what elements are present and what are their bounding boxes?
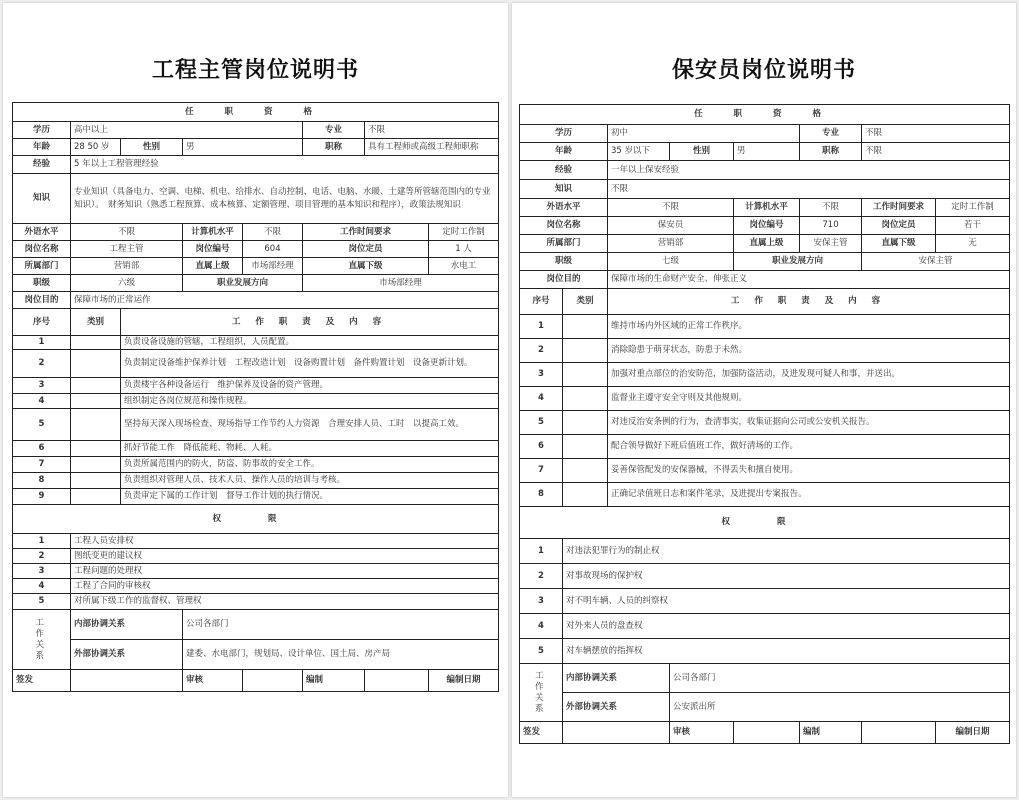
authority-text: 工程了合同的审核权 bbox=[71, 579, 499, 594]
value-computer: 不限 bbox=[800, 199, 862, 217]
label-headcount: 岗位定员 bbox=[303, 241, 429, 258]
issued-by-field bbox=[71, 670, 183, 692]
value-title: 具有工程师或高级工程师职称 bbox=[365, 139, 499, 156]
header-category: 类别 bbox=[71, 309, 121, 336]
duty-text: 监督业主遵守安全守则及其他规则。 bbox=[608, 387, 1010, 411]
label-prepared-by: 编制 bbox=[303, 670, 365, 692]
label-work-time: 工作时间要求 bbox=[862, 199, 936, 217]
reviewed-by-field bbox=[734, 722, 800, 744]
label-work-relations: 工作关系 bbox=[535, 670, 544, 714]
value-work-time: 定时工作制 bbox=[936, 199, 1010, 217]
value-gender: 男 bbox=[734, 143, 800, 161]
label-age: 年龄 bbox=[520, 143, 608, 161]
value-experience: 一年以上保安经验 bbox=[608, 161, 1010, 180]
value-major: 不限 bbox=[862, 125, 1010, 143]
value-purpose: 保障市场的正常运作 bbox=[71, 292, 499, 309]
label-rank: 职级 bbox=[13, 275, 71, 292]
value-purpose: 保障市场的生命财产安全、伸张正义 bbox=[608, 271, 1010, 289]
authority-text: 对违法犯罪行为的制止权 bbox=[563, 539, 1010, 564]
duty-text: 负责所属范围内的防火，防盗、防事故的安全工作。 bbox=[121, 457, 499, 473]
header-category: 类别 bbox=[563, 289, 608, 315]
label-work-time: 工作时间要求 bbox=[303, 224, 429, 241]
label-position-code: 岗位编号 bbox=[734, 217, 800, 235]
value-internal-relations: 公司各部门 bbox=[670, 664, 1010, 693]
value-career: 安保主管 bbox=[862, 253, 1010, 271]
authority-number: 3 bbox=[520, 589, 563, 614]
authority-number: 4 bbox=[13, 579, 71, 594]
label-title: 职称 bbox=[303, 139, 365, 156]
label-subordinate: 直属下级 bbox=[862, 235, 936, 253]
label-gender: 性别 bbox=[121, 139, 183, 156]
label-prepared-by: 编制 bbox=[800, 722, 862, 744]
authority-number: 2 bbox=[520, 564, 563, 589]
authority-text: 图纸变更的建议权 bbox=[71, 549, 499, 564]
duty-text: 负责楼宇各种设备运行 维护保养及设备的资产管理。 bbox=[121, 378, 499, 394]
value-knowledge: 不限 bbox=[608, 180, 1010, 199]
authority-text: 工程问题的处理权 bbox=[71, 564, 499, 579]
value-education: 初中 bbox=[608, 125, 800, 143]
duty-text: 组织制定各岗位规范和操作规程。 bbox=[121, 394, 499, 409]
header-number: 序号 bbox=[13, 309, 71, 336]
duty-text: 负责组织对管理人员、技术人员、操作人员的培训与考核。 bbox=[121, 473, 499, 489]
prepared-by-field bbox=[365, 670, 429, 692]
label-purpose: 岗位目的 bbox=[13, 292, 71, 309]
duty-text: 负责设备设施的管辖，工程组织，人员配置。 bbox=[121, 336, 499, 350]
duty-number: 6 bbox=[520, 435, 563, 459]
header-duties: 工 作 职 责 及 内 容 bbox=[121, 309, 499, 336]
value-position: 保安员 bbox=[608, 217, 734, 235]
label-rank: 职级 bbox=[520, 253, 608, 271]
job-description-table bbox=[519, 104, 1010, 744]
duty-text: 坚持每天深入现场检查、现场指导工作节约人力资源 合理安排人员、工时 以提高工效。 bbox=[121, 409, 499, 441]
value-superior: 市场部经理 bbox=[243, 258, 303, 275]
duty-number: 5 bbox=[13, 409, 71, 441]
label-work-relations: 工作关系 bbox=[35, 617, 45, 661]
label-prepared-date: 编制日期 bbox=[429, 670, 499, 692]
duty-number: 8 bbox=[13, 473, 71, 489]
value-rank: 六级 bbox=[71, 275, 183, 292]
value-work-time: 定时工作制 bbox=[429, 224, 499, 241]
duty-text: 负责审定下属的工作计划 督导工作计划的执行情况。 bbox=[121, 489, 499, 505]
engineering-supervisor-sheet bbox=[3, 3, 508, 797]
label-position: 岗位名称 bbox=[13, 241, 71, 258]
value-position-code: 604 bbox=[243, 241, 303, 258]
duty-number: 5 bbox=[520, 411, 563, 435]
authority-number: 5 bbox=[13, 594, 71, 610]
duty-number: 2 bbox=[13, 350, 71, 378]
value-title: 不限 bbox=[862, 143, 1010, 161]
authority-number: 1 bbox=[520, 539, 563, 564]
value-position: 工程主管 bbox=[71, 241, 183, 258]
authority-text: 对车辆摆放的指挥权 bbox=[563, 639, 1010, 664]
label-internal-relations: 内部协调关系 bbox=[563, 664, 670, 693]
label-purpose: 岗位目的 bbox=[520, 271, 608, 289]
label-position: 岗位名称 bbox=[520, 217, 608, 235]
label-position-code: 岗位编号 bbox=[183, 241, 243, 258]
value-external-relations: 公安派出所 bbox=[670, 693, 1010, 722]
value-major: 不限 bbox=[365, 122, 499, 139]
header-duties: 工 作 职 责 及 内 容 bbox=[608, 289, 1010, 315]
value-age: 35 岁以下 bbox=[608, 143, 670, 161]
label-prepared-date: 编制日期 bbox=[936, 722, 1010, 744]
label-major: 专业 bbox=[800, 125, 862, 143]
label-external-relations: 外部协调关系 bbox=[563, 693, 670, 722]
label-superior: 直属上级 bbox=[734, 235, 800, 253]
doc-title: 工程主管岗位说明书 bbox=[151, 57, 359, 83]
header-number: 序号 bbox=[520, 289, 563, 315]
label-department: 所属部门 bbox=[520, 235, 608, 253]
duty-number: 2 bbox=[520, 339, 563, 363]
label-education: 学历 bbox=[13, 122, 71, 139]
label-superior: 直属上级 bbox=[183, 258, 243, 275]
duty-text: 正确记录值班日志和案件笔录，及进提出专案报告。 bbox=[608, 483, 1010, 507]
job-description-table bbox=[12, 102, 499, 692]
value-age: 28 50 岁 bbox=[71, 139, 121, 156]
label-headcount: 岗位定员 bbox=[862, 217, 936, 235]
label-title: 职称 bbox=[800, 143, 862, 161]
label-gender: 性别 bbox=[670, 143, 734, 161]
label-career: 职业发展方向 bbox=[734, 253, 862, 271]
label-reviewed-by: 审核 bbox=[183, 670, 243, 692]
duty-text: 加强对重点部位的治安防范，加强防盗活动，及进发现可疑人和事，并送出。 bbox=[608, 363, 1010, 387]
authority-number: 5 bbox=[520, 639, 563, 664]
duty-number: 1 bbox=[13, 336, 71, 350]
value-computer: 不限 bbox=[243, 224, 303, 241]
value-language: 不限 bbox=[608, 199, 734, 217]
label-computer: 计算机水平 bbox=[734, 199, 800, 217]
value-gender: 男 bbox=[183, 139, 303, 156]
label-language: 外语水平 bbox=[13, 224, 71, 241]
authority-number: 2 bbox=[13, 549, 71, 564]
label-department: 所属部门 bbox=[13, 258, 71, 275]
duty-number: 1 bbox=[520, 315, 563, 339]
duty-text: 抓好节能工作 降低能耗、物耗、人耗。 bbox=[121, 441, 499, 457]
duty-text: 维持市场内外区域的正常工作秩序。 bbox=[608, 315, 1010, 339]
value-knowledge: 专业知识（具备电力、空调、电梯、机电、给排水、自动控制、电话、电脑、水暖、土建等所管辖范围内的专业知识）。 财务知识（熟悉工程预算、成本核算、定额管理、项目管理的基本知识和程序），政策法规知识 bbox=[71, 174, 499, 224]
value-department: 营销部 bbox=[608, 235, 734, 253]
duty-text: 负责制定设备维护保养计划 工程改造计划 设备购置计划 备件购置计划 设备更新计划。 bbox=[121, 350, 499, 378]
duty-number: 4 bbox=[520, 387, 563, 411]
section-authority: 权 限 bbox=[13, 505, 499, 534]
label-career: 职业发展方向 bbox=[183, 275, 303, 292]
value-headcount: 1 人 bbox=[429, 241, 499, 258]
authority-number: 1 bbox=[13, 534, 71, 549]
authority-text: 对事故现场的保护权 bbox=[563, 564, 1010, 589]
duty-text: 配合领导做好下班后值班工作，做好清场的工作。 bbox=[608, 435, 1010, 459]
doc-title: 保安员岗位说明书 bbox=[671, 57, 856, 83]
duty-number: 3 bbox=[520, 363, 563, 387]
section-qualifications: 任 职 资 格 bbox=[13, 103, 499, 122]
value-education: 高中以上 bbox=[71, 122, 303, 139]
prepared-by-field bbox=[862, 722, 936, 744]
section-qualifications: 任 职 资 格 bbox=[520, 105, 1010, 125]
security-guard-sheet bbox=[512, 3, 1016, 797]
value-subordinate: 无 bbox=[936, 235, 1010, 253]
authority-text: 工程人员安排权 bbox=[71, 534, 499, 549]
label-age: 年龄 bbox=[13, 139, 71, 156]
value-rank: 七级 bbox=[608, 253, 734, 271]
value-department: 营销部 bbox=[71, 258, 183, 275]
label-issued-by: 签发 bbox=[520, 722, 563, 744]
duty-text: 消除隐患于萌芽状态，防患于未然。 bbox=[608, 339, 1010, 363]
label-experience: 经验 bbox=[13, 156, 71, 174]
duty-text: 对违反治安条例的行为，查清事实，收集证据向公司或公安机关报告。 bbox=[608, 411, 1010, 435]
value-position-code: 710 bbox=[800, 217, 862, 235]
duty-number: 9 bbox=[13, 489, 71, 505]
authority-text: 对外来人员的盘查权 bbox=[563, 614, 1010, 639]
value-superior: 安保主管 bbox=[800, 235, 862, 253]
value-external-relations: 建委、水电部门，规划局、设计单位、国土局、房产局 bbox=[183, 640, 499, 670]
label-language: 外语水平 bbox=[520, 199, 608, 217]
duty-number: 7 bbox=[13, 457, 71, 473]
value-career: 市场部经理 bbox=[303, 275, 499, 292]
label-subordinate: 直属下级 bbox=[303, 258, 429, 275]
duty-text: 妥善保管配发的安保器械，不得丢失和擅自使用。 bbox=[608, 459, 1010, 483]
duty-number: 6 bbox=[13, 441, 71, 457]
reviewed-by-field bbox=[243, 670, 303, 692]
section-authority: 权 限 bbox=[520, 507, 1010, 539]
label-knowledge: 知识 bbox=[520, 180, 608, 199]
duty-number: 8 bbox=[520, 483, 563, 507]
value-internal-relations: 公司各部门 bbox=[183, 610, 499, 640]
label-issued-by: 签发 bbox=[13, 670, 71, 692]
value-headcount: 若干 bbox=[936, 217, 1010, 235]
authority-number: 4 bbox=[520, 614, 563, 639]
duty-number: 3 bbox=[13, 378, 71, 394]
authority-text: 对不明车辆、人员的纠察权 bbox=[563, 589, 1010, 614]
label-education: 学历 bbox=[520, 125, 608, 143]
value-experience: 5 年以上工程管理经验 bbox=[71, 156, 499, 174]
authority-number: 3 bbox=[13, 564, 71, 579]
label-experience: 经验 bbox=[520, 161, 608, 180]
issued-by-field bbox=[563, 722, 670, 744]
duty-number: 4 bbox=[13, 394, 71, 409]
value-language: 不限 bbox=[71, 224, 183, 241]
value-subordinate: 水电工 bbox=[429, 258, 499, 275]
label-external-relations: 外部协调关系 bbox=[71, 640, 183, 670]
duty-number: 7 bbox=[520, 459, 563, 483]
label-computer: 计算机水平 bbox=[183, 224, 243, 241]
label-major: 专业 bbox=[303, 122, 365, 139]
label-knowledge: 知识 bbox=[13, 174, 71, 224]
label-reviewed-by: 审核 bbox=[670, 722, 734, 744]
label-internal-relations: 内部协调关系 bbox=[71, 610, 183, 640]
authority-text: 对所属下级工作的监督权、管理权 bbox=[71, 594, 499, 610]
